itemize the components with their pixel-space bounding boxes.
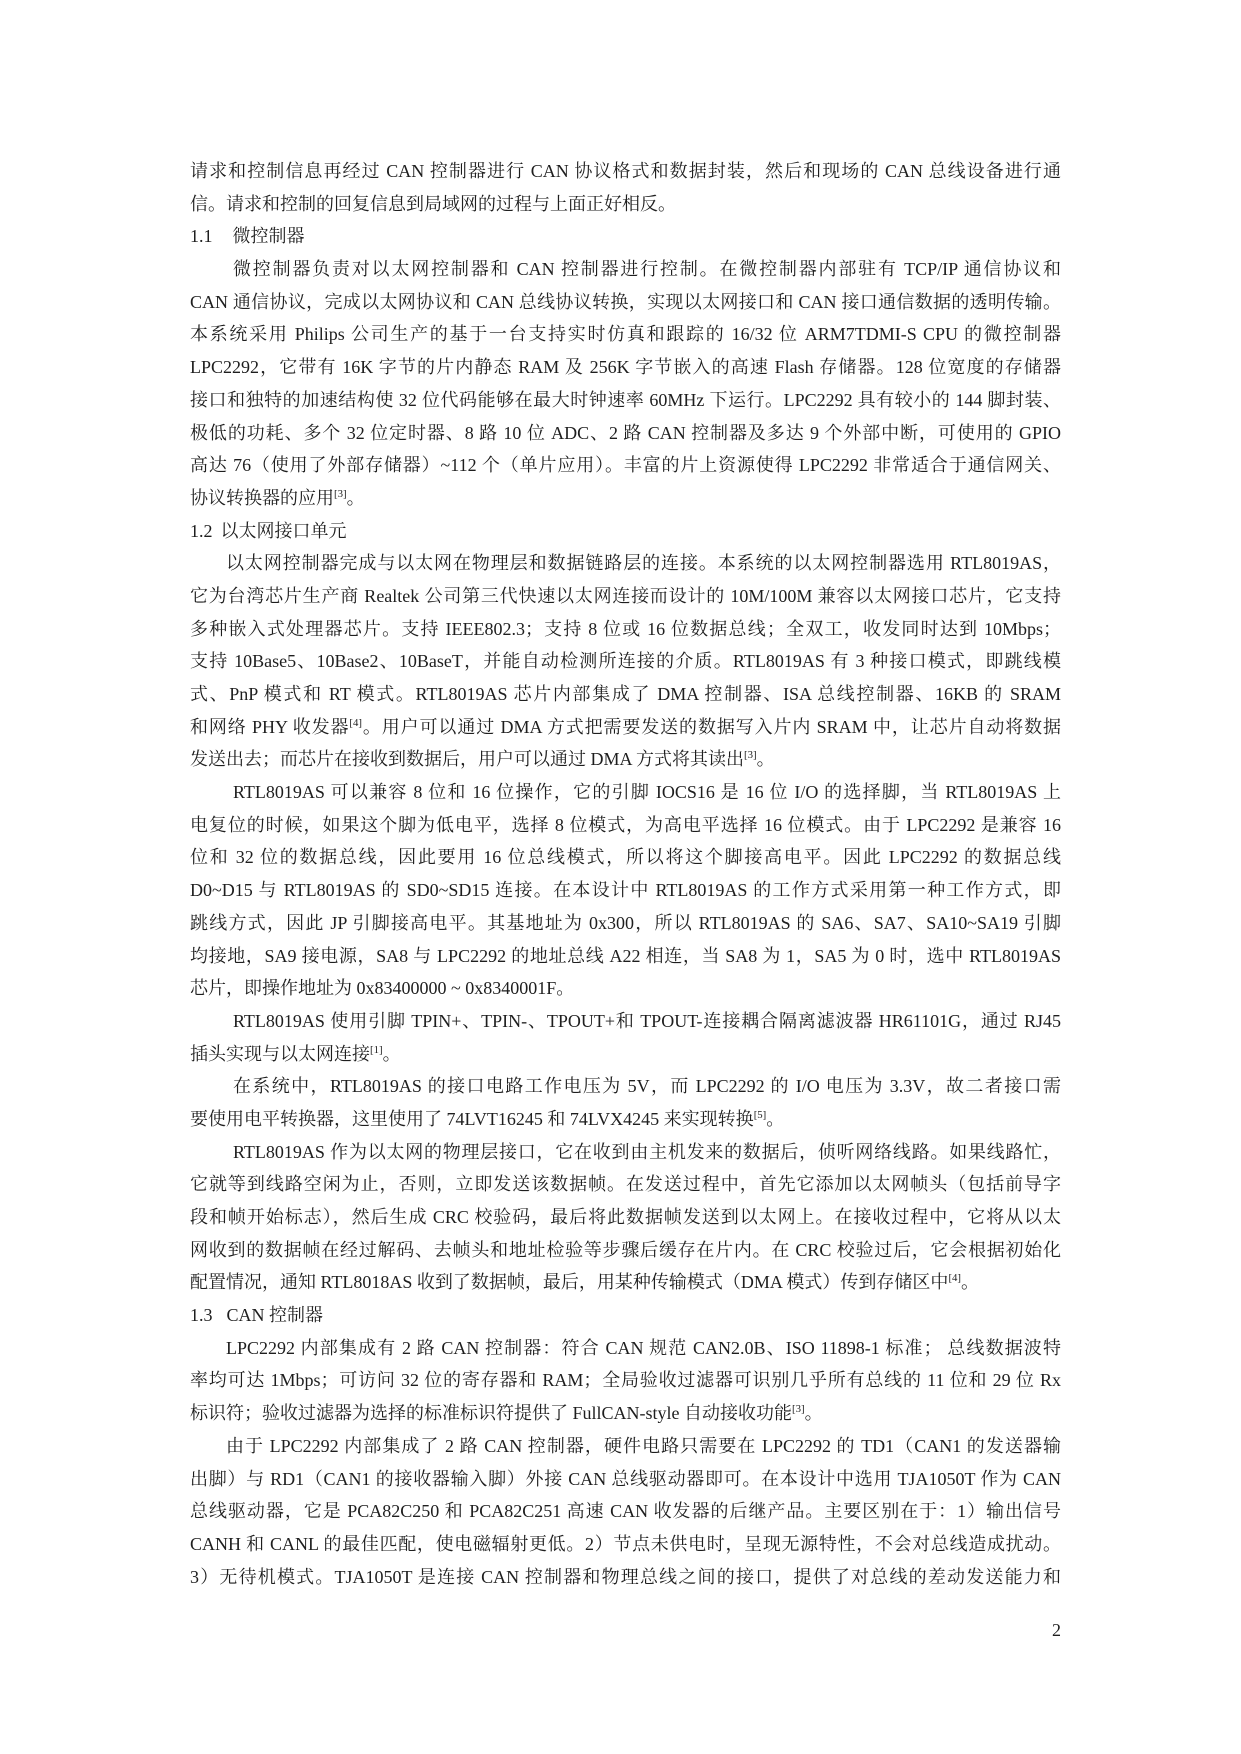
line-text: 。用户可以通过 DMA 方式把需要发送的数据写入片内 SRAM 中，让芯片自动将数据: [362, 716, 1061, 737]
page-body: [190, 155, 1061, 1593]
line-text: 。: [382, 1043, 401, 1064]
paragraph: [190, 1005, 1061, 1070]
text-line: [190, 482, 1061, 515]
section-title: 以太网接口单元: [220, 520, 347, 541]
text-line: CAN 通信协议，完成以太网协议和 CAN 总线协议转换，实现以太网接口和 CAN 接口通信数据的透明传输。: [190, 291, 1061, 312]
section-heading: [190, 220, 1061, 253]
line-text: 。: [961, 1272, 980, 1293]
line-text: 协议转换器的应用: [190, 487, 334, 508]
paragraph: [190, 1070, 1061, 1135]
section-number: 1.1: [190, 226, 213, 247]
text-line: [190, 1038, 1061, 1071]
text-line: 均接地，SA9 接电源，SA8 与 LPC2292 的地址总线 A22 相连，当 SA8 为 1，SA5 为 0 时，选中 RTL8019AS: [190, 945, 1061, 966]
text-line: 由于 LPC2292 内部集成了 2 路 CAN 控制器，硬件电路只需要在 LPC2292 的 TD1（CAN1 的发送器输: [226, 1435, 1061, 1456]
text-line: RTL8019AS 作为以太网的物理层接口，它在收到由主机发来的数据后，侦听网络线路。如果线路忙，: [233, 1141, 1061, 1162]
paragraph: [190, 253, 1061, 515]
citation-ref: [1]: [370, 1043, 383, 1056]
paragraph: [190, 547, 1061, 776]
text-line: 出脚）与 RD1（CAN1 的接收器输入脚）外接 CAN 总线驱动器即可。在本设计中选用 TJA1050T 作为 CAN: [190, 1468, 1061, 1489]
section-heading: [190, 515, 1061, 548]
text-line: 请求和控制信息再经过 CAN 控制器进行 CAN 协议格式和数据封装，然后和现场的 CAN 总线设备进行通: [190, 161, 1061, 181]
page-number: 2: [1052, 1620, 1061, 1640]
citation-ref: [3]: [334, 487, 347, 500]
text-line: 3）无待机模式。TJA1050T 是连接 CAN 控制器和物理总线之间的接口，提供了对总线的差动发送能力和: [190, 1566, 1061, 1587]
line-text: 。: [804, 1403, 823, 1424]
text-line: 式、PnP 模式和 RT 模式。RTL8019AS 芯片内部集成了 DMA 控制器、ISA 总线控制器、16KB 的 SRAM: [190, 684, 1061, 704]
paragraph: [190, 155, 1061, 220]
paragraph: [190, 1136, 1061, 1299]
text-line: 支持 10Base5、10Base2、10BaseT，并能自动检测所连接的介质。RTL8019AS 有 3 种接口模式，即跳线模: [190, 651, 1061, 672]
paragraph: [190, 1332, 1061, 1430]
citation-ref: [5]: [753, 1108, 767, 1121]
section-heading: [190, 1299, 1061, 1332]
text-line: 总线驱动器，它是 PCA82C250 和 PCA82C251 高速 CAN 收发器的后继产品。主要区别在于：1）输出信号: [190, 1501, 1061, 1522]
text-line: [190, 1397, 1061, 1430]
text-line: 多种嵌入式处理器芯片。支持 IEEE802.3；支持 8 位或 16 位数据总线；全双工，收发同时达到 10Mbps；: [190, 618, 1061, 639]
text-line: 接口和独特的加速结构使 32 位代码能够在最大时钟速率 60MHz 下运行。LPC2292 具有较小的 144 脚封装、: [190, 389, 1061, 410]
text-line: 高达 76（使用了外部存储器）~112 个（单片应用）。丰富的片上资源使得 LPC2292 非常适合于通信网关、: [190, 455, 1061, 476]
text-line: 芯片，即操作地址为 0x83400000 ~ 0x8340001F。: [190, 978, 575, 999]
citation-ref: [4]: [349, 716, 363, 729]
paragraph: [190, 1430, 1061, 1593]
line-text: 标识符；验收过滤器为选择的标准标识符提供了 FullCAN-style 自动接收功能: [190, 1403, 793, 1424]
text-line: [190, 1103, 1061, 1136]
text-line: 它为台湾芯片生产商 Realtek 公司第三代快速以太网连接而设计的 10M/100M 兼容以太网接口芯片，它支持: [190, 585, 1061, 606]
line-text: 。: [756, 749, 775, 770]
citation-ref: [3]: [744, 749, 757, 762]
text-line: 跳线方式，因此 JP 引脚接高电平。其基地址为 0x300，所以 RTL8019AS 的 SA6、SA7、SA10~SA19 引脚: [190, 912, 1061, 933]
section-number: 1.2: [190, 520, 213, 541]
text-line: [190, 711, 1061, 744]
line-text: 。: [766, 1108, 785, 1129]
citation-ref: [3]: [792, 1403, 805, 1416]
text-line: [190, 743, 1061, 776]
line-text: 。: [346, 487, 365, 508]
section-title: 微控制器: [232, 226, 305, 247]
text-line: D0~D15 与 RTL8019AS 的 SD0~SD15 连接。在本设计中 RTL8019AS 的工作方式采用第一种工作方式，即: [190, 880, 1061, 901]
text-line: [190, 1266, 1061, 1299]
line-text: 发送出去；而芯片在接收到数据后，用户可以通过 DMA 方式将其读出: [190, 749, 745, 770]
text-line: 率均可达 1Mbps；可访问 32 位的寄存器和 RAM；全局验收过滤器可识别几乎所有总线的 11 位和 29 位 Rx: [190, 1370, 1061, 1391]
text-line: RTL8019AS 可以兼容 8 位和 16 位操作，它的引脚 IOCS16 是 16 位 I/O 的选择脚，当 RTL8019AS 上: [233, 782, 1061, 803]
section-title: CAN 控制器: [226, 1305, 324, 1326]
paragraph: [190, 776, 1061, 1005]
section-number: 1.3: [190, 1305, 213, 1326]
text-line: LPC2292，它带有 16K 字节的片内静态 RAM 及 256K 字节嵌入的高速 Flash 存储器。128 位宽度的存储器: [190, 357, 1061, 378]
text-line: 它就等到线路空闲为止，否则，立即发送该数据帧。在发送过程中，首先它添加以太网帧头（包括前导字: [190, 1174, 1061, 1195]
text-line: 本系统采用 Philips 公司生产的基于一台支持实时仿真和跟踪的 16/32 位 ARM7TDMI-S CPU 的微控制器: [190, 324, 1061, 345]
citation-ref: [4]: [948, 1272, 962, 1285]
text-line: LPC2292 内部集成有 2 路 CAN 控制器：符合 CAN 规范 CAN2.0B、ISO 11898-1 标准； 总线数据波特: [226, 1337, 1061, 1358]
text-line: RTL8019AS 使用引脚 TPIN+、TPIN-、TPOUT+和 TPOUT-连接耦合隔离滤波器 HR61101G，通过 RJ45: [233, 1010, 1061, 1031]
line-text: 配置情况，通知 RTL8018AS 收到了数据帧，最后，用某种传输模式（DMA 模式）传到存储区中: [190, 1272, 949, 1293]
text-line: 以太网控制器完成与以太网在物理层和数据链路层的连接。本系统的以太网控制器选用 RTL8019AS，: [226, 553, 1061, 574]
text-line: CANH 和 CANL 的最佳匹配，使电磁辐射更低。2）节点未供电时，呈现无源特性，不会对总线造成扰动。: [190, 1533, 1061, 1554]
text-line: 信。请求和控制的回复信息到局域网的过程与上面正好相反。: [190, 193, 676, 214]
line-text: 要使用电平转换器，这里使用了 74LVT16245 和 74LVX4245 来实现转换: [190, 1108, 754, 1129]
line-text: 插头实现与以太网连接: [190, 1043, 370, 1064]
text-line: 微控制器负责对以太网控制器和 CAN 控制器进行控制。在微控制器内部驻有 TCP/IP 通信协议和: [233, 259, 1061, 280]
text-line: 段和帧开始标志），然后生成 CRC 校验码，最后将此数据帧发送到以太网上。在接收过程中，它将从以太: [190, 1207, 1061, 1227]
text-line: 位和 32 位的数据总线，因此要用 16 位总线模式，所以将这个脚接高电平。因此 LPC2292 的数据总线: [190, 847, 1061, 868]
text-line: 电复位的时候，如果这个脚为低电平，选择 8 位模式，为高电平选择 16 位模式。由于 LPC2292 是兼容 16: [190, 814, 1061, 835]
text-line: 在系统中，RTL8019AS 的接口电路工作电压为 5V，而 LPC2292 的 I/O 电压为 3.3V，故二者接口需: [233, 1076, 1061, 1097]
text-line: 极低的功耗、多个 32 位定时器、8 路 10 位 ADC、2 路 CAN 控制器及多达 9 个外部中断，可使用的 GPIO: [190, 422, 1061, 443]
text-line: 网收到的数据帧在经过解码、去帧头和地址检验等步骤后缓存在片内。在 CRC 校验过后，它会根据初始化: [190, 1239, 1061, 1260]
line-text: 和网络 PHY 收发器: [190, 716, 350, 737]
